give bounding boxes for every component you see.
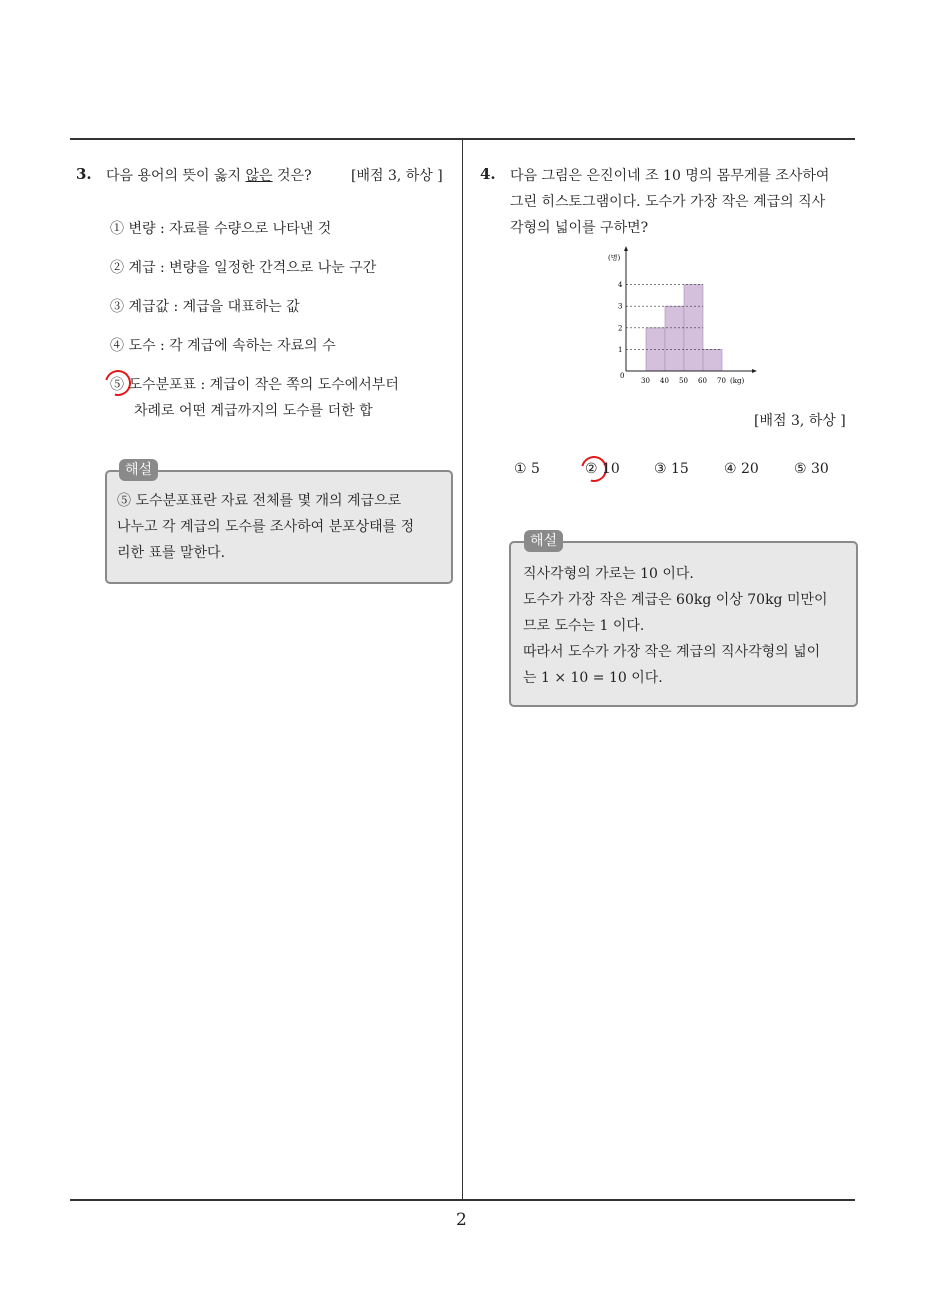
bottom-rule: [70, 1199, 855, 1201]
page-number: 2: [456, 1210, 467, 1230]
histogram-chart: [600, 243, 780, 388]
x-tick-label: 50: [679, 377, 688, 385]
q4-question-line-1: 다음 그림은 은진이네 조 10 명의 몸무게를 조사하여: [510, 168, 830, 184]
q3-option-4[interactable]: ④ 도수 : 각 계급에 속하는 자료의 수: [110, 338, 336, 354]
q3-text-before: 다음 용어의 뜻이 옳지: [106, 168, 246, 184]
q4-option-5[interactable]: ⑤ 30: [794, 461, 829, 477]
x-tick-label: 60: [698, 377, 707, 385]
x-axis-label: (kg): [730, 377, 745, 385]
q4-solution-line-4: 따라서 도수가 가장 작은 계급의 직사각형의 넓이: [523, 644, 821, 660]
q4-option-1[interactable]: ① 5: [514, 461, 540, 477]
q4-solution-line-1: 직사각형의 가로는 10 이다.: [523, 566, 694, 582]
column-divider: [462, 139, 463, 1200]
x-axis-arrow-icon: [752, 369, 757, 373]
q3-question: [106, 165, 312, 185]
q3-option-3[interactable]: ③ 계급값 : 계급을 대표하는 값: [110, 299, 300, 315]
q3-option-5[interactable]: ⑤ 도수분포표 : 계급이 작은 쪽의 도수에서부터: [110, 377, 399, 393]
q3-solution-line-1: ⑤ 도수분포표란 자료 전체를 몇 개의 계급으로: [117, 493, 402, 509]
y-axis-arrow-icon: [624, 246, 628, 251]
q3-option-1[interactable]: ① 변량 : 자료를 수량으로 나타낸 것: [110, 221, 332, 237]
q3-solution-tag: 해설: [119, 459, 158, 481]
q3-points: [배점 3, 하상 ]: [351, 168, 443, 184]
q3-text-underlined: 않은: [245, 168, 273, 184]
q4-number: 4.: [480, 165, 496, 183]
q4-option-4[interactable]: ④ 20: [724, 461, 759, 477]
x-tick-label: 30: [641, 377, 650, 385]
y-tick-label: 3: [618, 302, 623, 311]
q3-solution-line-2: 나누고 각 계급의 도수를 조사하여 분포상태를 정: [117, 519, 415, 535]
q4-solution-line-3: 므로 도수는 1 이다.: [523, 618, 645, 634]
q3-solution-line-3: 리한 표를 말한다.: [117, 545, 226, 561]
origin-label: 0: [620, 372, 625, 380]
q4-solution-box: [509, 541, 858, 707]
y-tick-label: 4: [618, 281, 623, 290]
q4-question-line-2: 그린 히스토그램이다. 도수가 가장 작은 계급의 직사: [510, 194, 826, 210]
q4-question-line-3: 각형의 넓이를 구하면?: [510, 220, 649, 236]
q3-number: 3.: [76, 165, 92, 183]
q3-solution-box: [105, 470, 453, 584]
q4-solution-line-5: 는 1 × 10 = 10 이다.: [523, 670, 663, 686]
q3-text-after: 것은?: [272, 168, 312, 184]
q4-solution-line-2: 도수가 가장 작은 계급은 60kg 이상 70kg 미만이: [523, 592, 828, 608]
histogram-bar: [665, 306, 684, 371]
histogram-bar: [703, 349, 722, 371]
x-tick-label: 70: [717, 377, 726, 385]
q4-solution-tag: 해설: [524, 530, 563, 552]
x-tick-label: 40: [660, 377, 669, 385]
q4-option-3[interactable]: ③ 15: [654, 461, 689, 477]
y-axis-label: (명): [608, 254, 621, 262]
y-tick-label: 2: [618, 324, 623, 333]
q3-option-5-line2: 차례로 어떤 계급까지의 도수를 더한 합: [134, 403, 373, 419]
q4-points: [배점 3, 하상 ]: [754, 413, 846, 429]
q4-option-2[interactable]: ② 10: [585, 461, 620, 477]
q3-option-2[interactable]: ② 계급 : 변량을 일정한 간격으로 나눈 구간: [110, 260, 377, 276]
y-tick-label: 1: [618, 345, 623, 354]
